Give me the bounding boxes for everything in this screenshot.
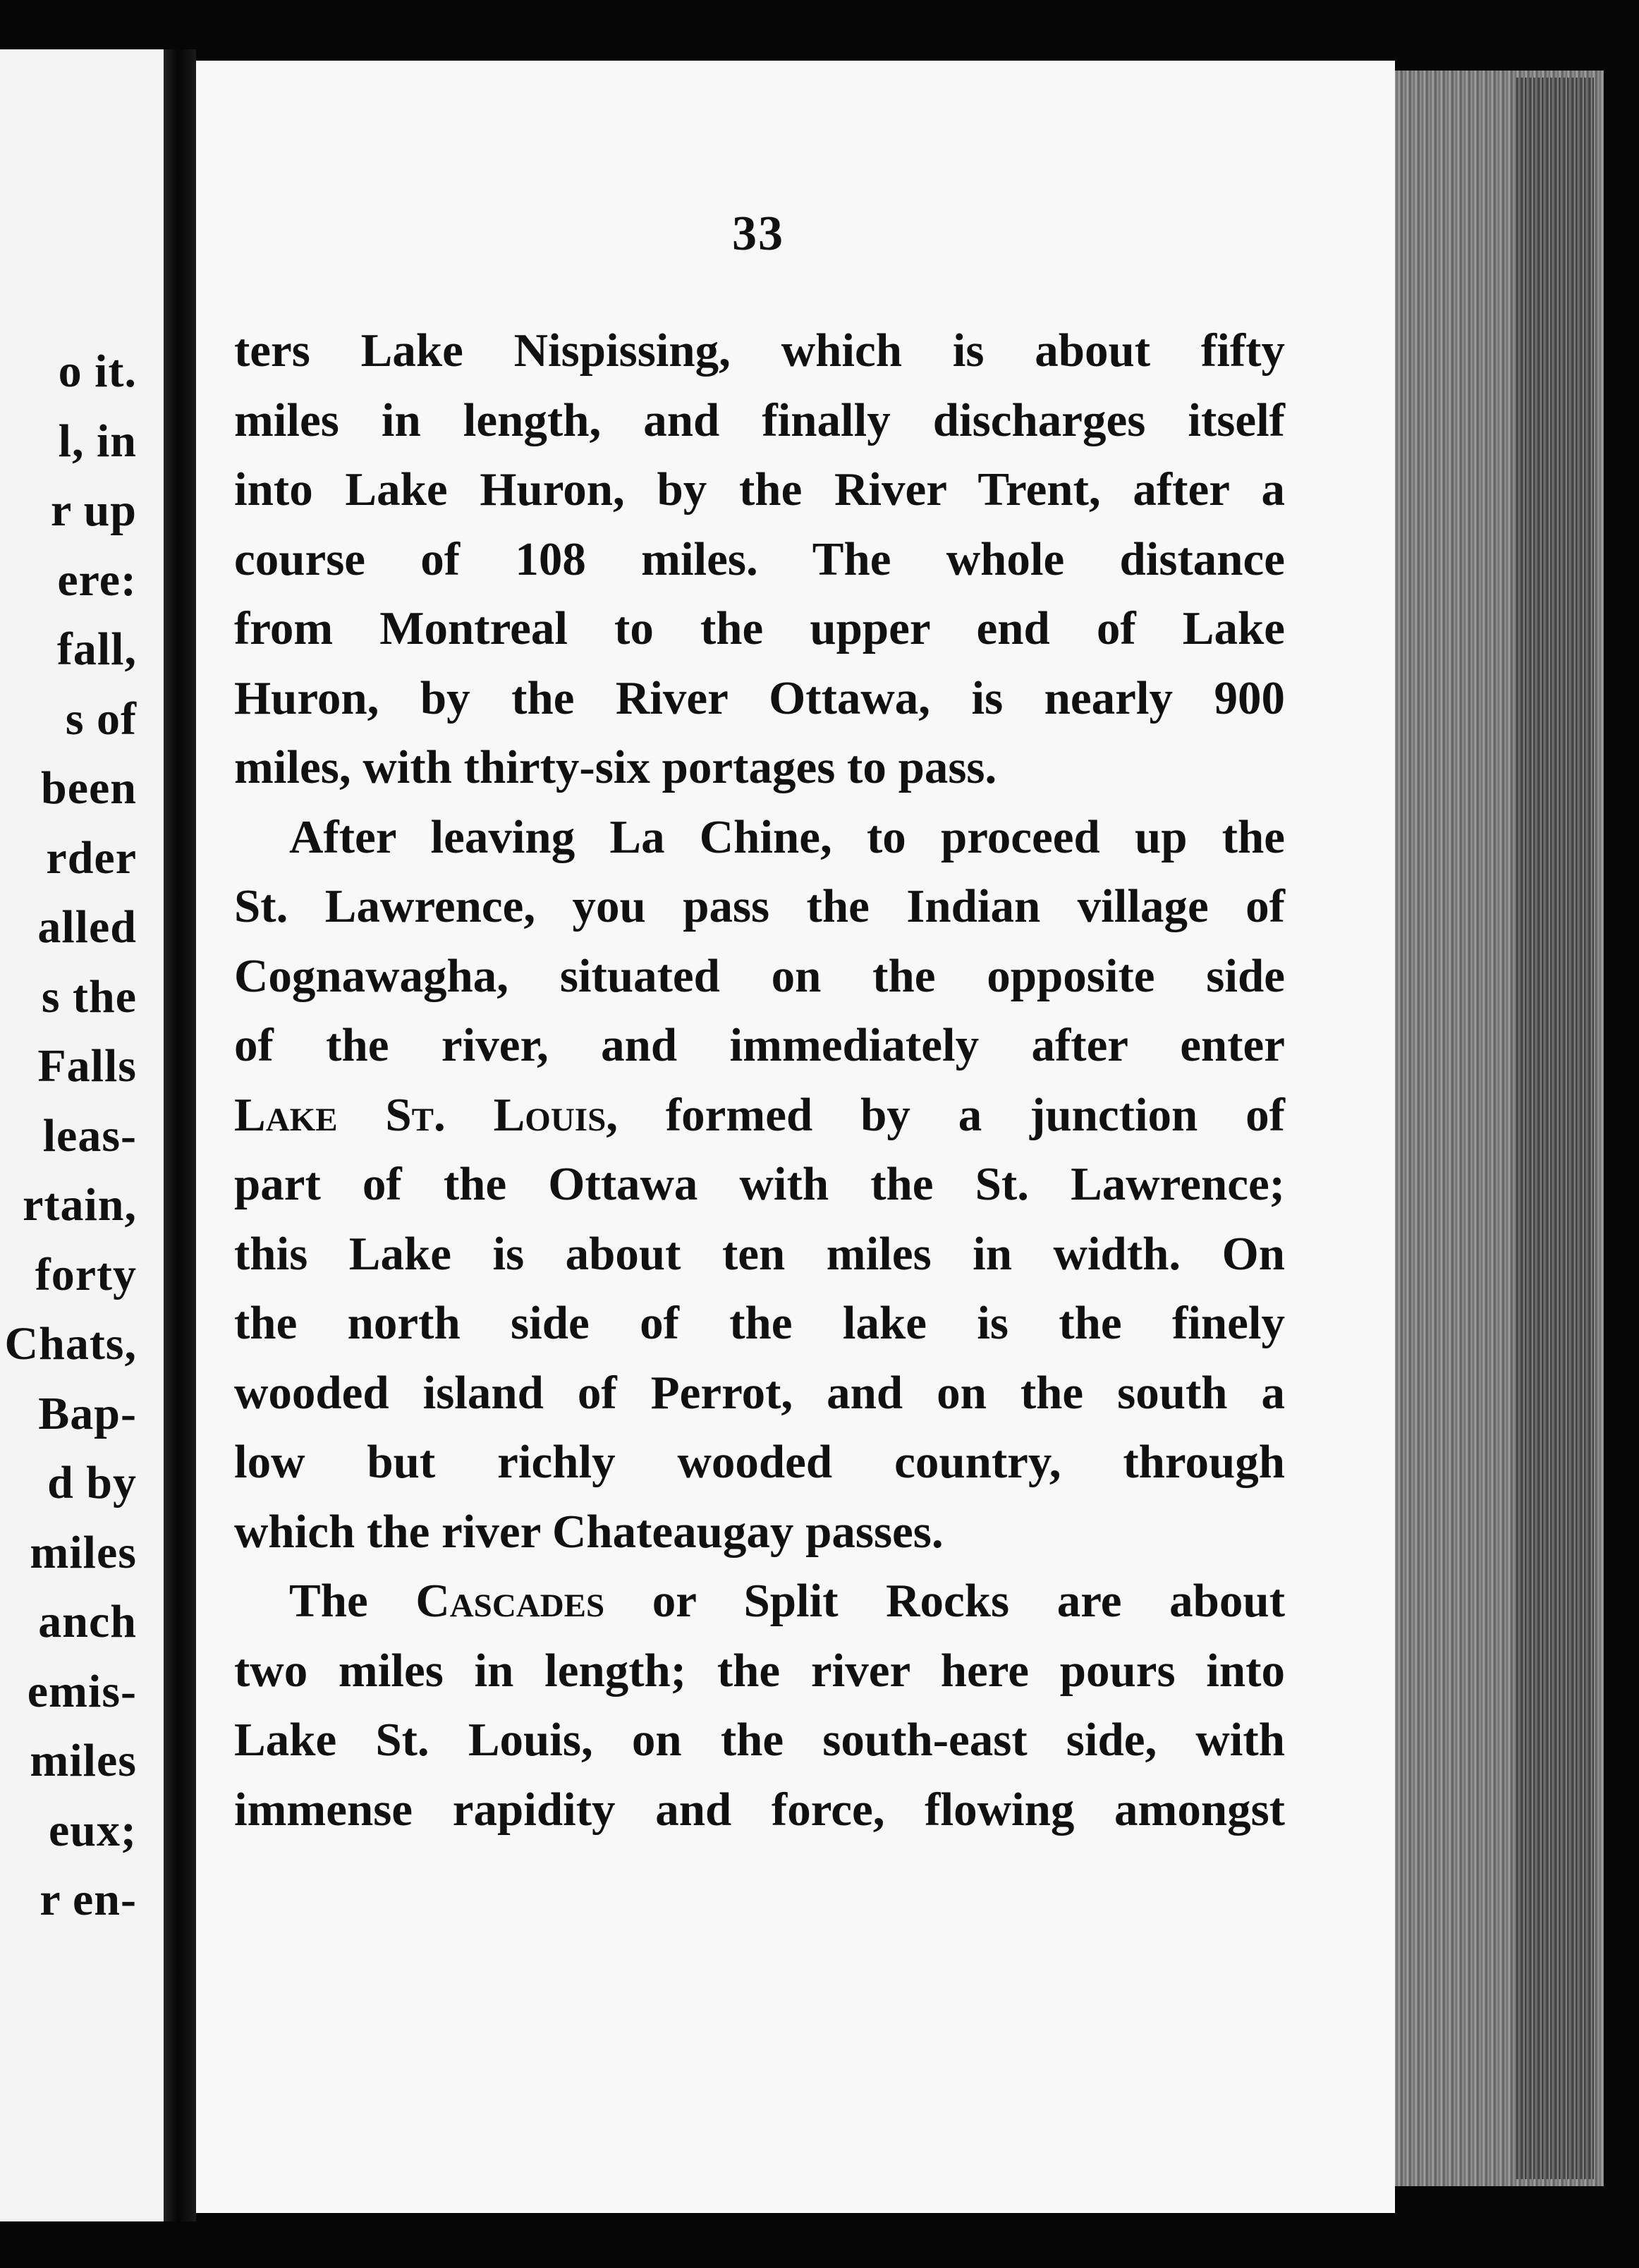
- left-page-text: [4, 337, 137, 1935]
- left-line: been: [41, 762, 137, 814]
- text-line: into Lake Huron, by the River Trent, after a: [234, 463, 1285, 516]
- text-line: Lake St. Louis, on the south-east side, with: [234, 1714, 1285, 1766]
- left-line: forty: [35, 1248, 137, 1300]
- text-line: wooded island of Perrot, and on the south a: [234, 1366, 1285, 1419]
- book-gutter: [164, 49, 196, 2221]
- left-line: anch: [38, 1596, 137, 1647]
- cascades-smallcaps: Cascades: [415, 1575, 605, 1627]
- page-number: 33: [732, 207, 784, 261]
- left-line: leas-: [42, 1109, 137, 1162]
- left-line: Bap-: [38, 1387, 137, 1439]
- text-line: ters Lake Nispissing, which is about fifty: [234, 324, 1285, 377]
- page-edges-dark: [1516, 78, 1594, 2179]
- left-line: l, in: [58, 415, 137, 467]
- left-line: d by: [47, 1457, 137, 1508]
- text-line: miles, with thirty-six portages to pass.: [234, 741, 997, 793]
- text-line: low but richly wooded country, through: [234, 1436, 1285, 1488]
- left-line: alled: [37, 901, 137, 953]
- left-line: o it.: [58, 346, 137, 397]
- lake-st-louis-smallcaps: Lake St. Louis: [234, 1088, 607, 1141]
- left-line: ere:: [57, 554, 137, 606]
- left-line: emis-: [27, 1665, 137, 1717]
- text-line: from Montreal to the upper end of Lake: [234, 602, 1285, 654]
- text-fragment: or Split Rocks are about: [604, 1575, 1286, 1627]
- text-line: course of 108 miles. The whole distance: [234, 532, 1285, 585]
- left-line: r en-: [39, 1874, 137, 1925]
- left-line: r up: [50, 484, 137, 536]
- left-line: s of: [65, 693, 137, 745]
- text-line-cascades: [234, 1566, 1285, 1636]
- left-line: eux;: [49, 1804, 137, 1856]
- text-line: miles in length, and finally discharges itself: [234, 394, 1285, 446]
- text-line: part of the Ottawa with the St. Lawrence;: [234, 1158, 1285, 1210]
- text-line: the north side of the lake is the finely: [234, 1297, 1285, 1349]
- text-line: St. Lawrence, you pass the Indian village of: [234, 880, 1285, 932]
- left-facing-page: [0, 49, 164, 2221]
- text-line: Huron, by the River Ottawa, is nearly 900: [234, 671, 1285, 724]
- left-line: Chats,: [4, 1318, 137, 1370]
- text-line: which the river Chateaugay passes.: [234, 1505, 944, 1558]
- left-line: rder: [46, 831, 137, 884]
- left-line: fall,: [56, 623, 137, 675]
- page-body-text: [234, 316, 1285, 1844]
- left-line: Falls: [37, 1040, 137, 1092]
- left-line: miles: [30, 1735, 137, 1786]
- left-line: s the: [41, 970, 137, 1023]
- text-line: immense rapidity and force, flowing amongst: [234, 1783, 1285, 1836]
- text-line: After leaving La Chine, to proceed up the: [289, 810, 1285, 863]
- text-line: of the river, and immediately after enter: [234, 1019, 1285, 1071]
- text-fragment: , formed by a junction of: [606, 1088, 1285, 1141]
- text-fragment: The: [289, 1575, 368, 1627]
- left-line: rtain,: [23, 1179, 137, 1231]
- text-line-lake-st-louis: [234, 1080, 1285, 1150]
- text-line: this Lake is about ten miles in width. On: [234, 1227, 1285, 1280]
- text-line: Cognawagha, situated on the opposite side: [234, 949, 1285, 1002]
- left-line: miles: [30, 1526, 137, 1578]
- text-line: two miles in length; the river here pours into: [234, 1644, 1285, 1697]
